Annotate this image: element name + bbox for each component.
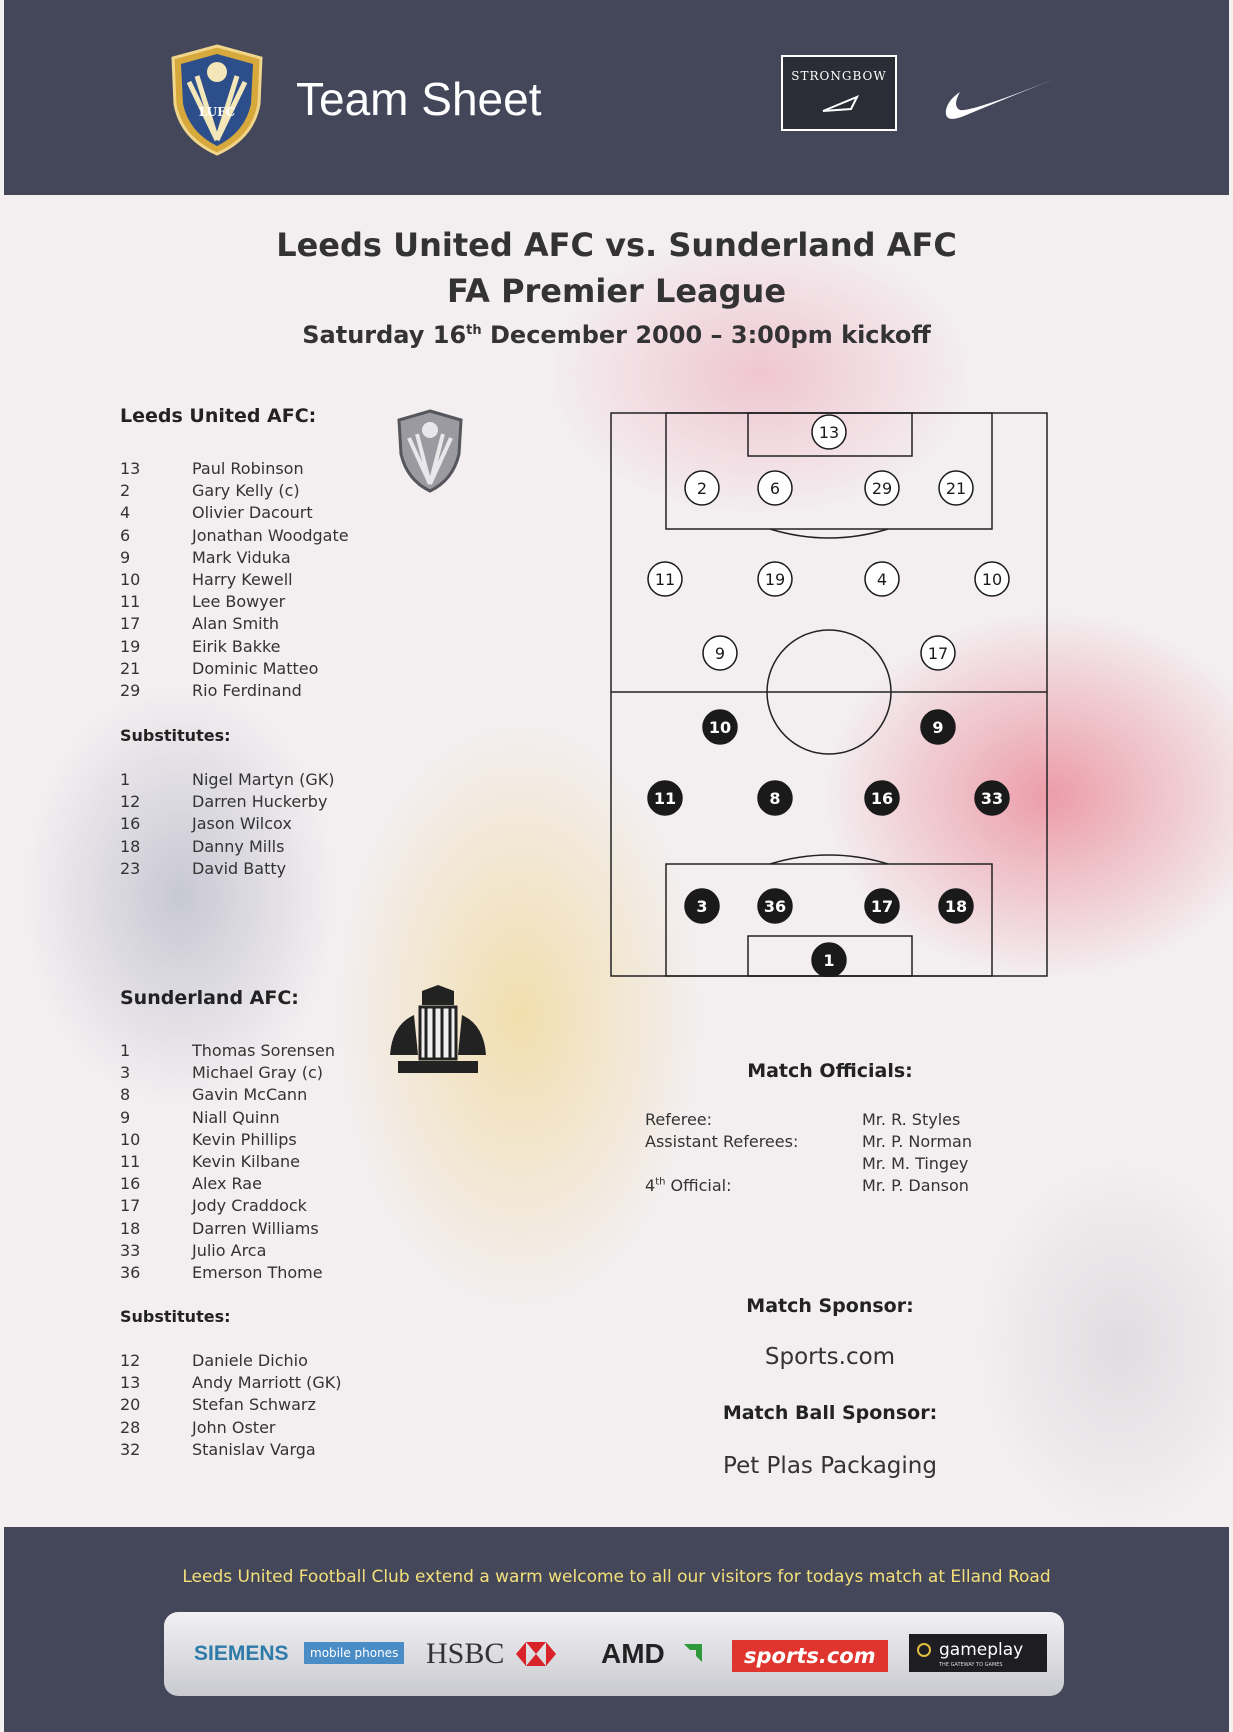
- player-row: [120, 613, 349, 635]
- player-row: [120, 1394, 342, 1416]
- fourth-official-label: 4th Official:: [645, 1176, 732, 1195]
- leeds-badge-icon: [395, 408, 465, 494]
- hsbc-logo: HSBC: [426, 1637, 505, 1670]
- marker-number: 17: [870, 897, 894, 916]
- sunderland-subs-list: [120, 1350, 342, 1461]
- player-name: Nigel Martyn (GK): [192, 770, 335, 789]
- ball-sponsor-heading: Match Ball Sponsor:: [722, 1402, 938, 1424]
- player-row: [120, 1240, 335, 1262]
- fourth-official-name: Mr. P. Danson: [862, 1176, 969, 1195]
- player-row: [120, 1439, 342, 1461]
- player-name: Stefan Schwarz: [192, 1395, 316, 1415]
- player-row: [120, 813, 334, 835]
- gameplay-text: gameplay: [939, 1640, 1024, 1660]
- leeds-subs-list: [120, 769, 334, 880]
- player-name: Danny Mills: [192, 836, 285, 856]
- sportscom-logo: sports.com: [732, 1640, 888, 1672]
- player-number: 18: [120, 1218, 141, 1238]
- player-row: [120, 1107, 335, 1129]
- player-row: [120, 1129, 335, 1151]
- sunderland-subs-heading: Substitutes:: [120, 1307, 231, 1326]
- player-name: Dominic Matteo: [192, 658, 319, 678]
- marker-number: 21: [945, 479, 967, 498]
- player-number: 10: [120, 569, 141, 589]
- player-name: Jody Craddock: [192, 1196, 307, 1216]
- sunderland-player-marker: [975, 781, 1009, 815]
- player-number: 23: [120, 858, 141, 878]
- player-name: John Oster: [192, 1417, 276, 1437]
- assistants-label: Assistant Referees:: [645, 1132, 799, 1151]
- match-sponsor-heading: Match Sponsor:: [746, 1295, 914, 1317]
- marker-number: 36: [763, 897, 787, 916]
- pitch-lines: [611, 413, 1047, 976]
- sunderland-heading: Sunderland AFC:: [120, 987, 299, 1009]
- marker-number: 18: [944, 897, 968, 916]
- player-number: 17: [120, 1196, 141, 1216]
- player-name: Darren Huckerby: [192, 792, 328, 812]
- player-number: 28: [120, 1417, 141, 1437]
- player-number: 6: [120, 525, 131, 545]
- match-sponsor-name: Sports.com: [764, 1344, 896, 1370]
- player-name: Kevin Phillips: [192, 1129, 297, 1149]
- page-title: Team Sheet: [296, 73, 542, 125]
- player-row: [120, 591, 349, 613]
- leeds-heading: Leeds United AFC:: [120, 405, 317, 427]
- player-row: [120, 858, 334, 880]
- player-number: 29: [120, 680, 141, 700]
- hsbc-hexagon-icon: [516, 1642, 556, 1666]
- sponsor-logo-bar: [164, 1612, 1064, 1696]
- player-row: [120, 480, 349, 502]
- player-number: 4: [120, 503, 131, 523]
- leeds-crest-icon: [167, 42, 267, 158]
- player-number: 16: [120, 814, 141, 834]
- sunderland-player-marker: [648, 781, 682, 815]
- siemens-logo: SIEMENS: [194, 1642, 289, 1665]
- player-name: Thomas Sorensen: [192, 1041, 335, 1060]
- player-number: 16: [120, 1174, 141, 1194]
- player-number: 1: [120, 770, 131, 789]
- player-row: [120, 1262, 335, 1284]
- leeds-player-marker: [758, 562, 792, 596]
- leeds-subs-heading: Substitutes:: [120, 726, 231, 745]
- marker-number: 9: [714, 644, 726, 663]
- sunderland-player-marker: [939, 889, 973, 923]
- leeds-player-marker: [975, 562, 1009, 596]
- marker-number: 10: [981, 570, 1003, 589]
- fixture-title: Leeds United AFC vs. Sunderland AFC: [276, 226, 957, 264]
- marker-number: 17: [927, 644, 949, 663]
- marker-number: 10: [708, 718, 732, 737]
- match-date: Saturday 16th December 2000 – 3:00pm kickoff: [302, 321, 931, 349]
- player-name: Kevin Kilbane: [192, 1151, 301, 1171]
- player-name: Michael Gray (c): [192, 1063, 323, 1083]
- player-row: [120, 1218, 335, 1240]
- player-row: [120, 1173, 335, 1195]
- player-number: 10: [120, 1129, 141, 1149]
- player-number: 13: [120, 1373, 141, 1393]
- player-number: 11: [120, 592, 141, 612]
- sunderland-player-marker: [685, 889, 719, 923]
- player-row: [120, 1372, 342, 1394]
- header-bar: [4, 0, 1229, 195]
- match-title-block: [0, 222, 1233, 352]
- player-number: 13: [120, 459, 141, 478]
- gameplay-icon: [917, 1643, 931, 1657]
- leeds-player-marker: [865, 562, 899, 596]
- formation-pitch: [610, 412, 1048, 977]
- sunderland-crest-icon: [378, 985, 498, 1085]
- referee-label: Referee:: [645, 1110, 713, 1129]
- competition-title: FA Premier League: [446, 272, 787, 310]
- player-name: Andy Marriott (GK): [192, 1373, 342, 1393]
- welcome-message: Leeds United Football Club extend a warm welcome to all our visitors for todays match at Elland Road: [182, 1567, 1051, 1587]
- player-number: 11: [120, 1151, 141, 1171]
- marker-number: 6: [769, 479, 781, 498]
- gameplay-tagline: THE GATEWAY TO GAMES: [939, 1662, 1003, 1668]
- player-row: [120, 680, 349, 702]
- marker-number: 8: [769, 789, 781, 808]
- sunderland-player-marker: [758, 781, 792, 815]
- player-name: Jason Wilcox: [192, 814, 292, 834]
- player-name: Gavin McCann: [192, 1085, 308, 1105]
- strongbow-logo: [781, 55, 897, 131]
- player-name: Niall Quinn: [192, 1107, 280, 1127]
- amd-arrow-icon: [682, 1642, 704, 1664]
- leeds-player-marker: [865, 471, 899, 505]
- player-number: 9: [120, 1107, 131, 1127]
- amd-logo: AMD: [601, 1638, 665, 1669]
- marker-number: 11: [654, 570, 676, 589]
- player-name: Harry Kewell: [192, 569, 293, 589]
- marker-number: 9: [932, 718, 944, 737]
- player-row: [120, 769, 334, 791]
- player-name: Rio Ferdinand: [192, 680, 302, 700]
- marker-number: 1: [823, 951, 835, 970]
- leeds-player-marker: [921, 636, 955, 670]
- marker-number: 29: [871, 479, 893, 498]
- player-name: Daniele Dichio: [192, 1351, 308, 1370]
- gameplay-logo: [909, 1634, 1047, 1672]
- player-name: Alan Smith: [192, 614, 280, 634]
- player-number: 36: [120, 1262, 141, 1282]
- player-row: [120, 547, 349, 569]
- sunderland-player-marker: [812, 943, 846, 977]
- arrow-icon: [821, 93, 861, 115]
- sunderland-player-marker: [758, 889, 792, 923]
- player-name: Jonathan Woodgate: [192, 525, 349, 545]
- nike-swoosh-icon: [942, 72, 1064, 124]
- leeds-player-marker: [685, 471, 719, 505]
- sunderland-player-marker: [865, 781, 899, 815]
- referee-name: Mr. R. Styles: [862, 1110, 961, 1129]
- player-number: 17: [120, 614, 141, 634]
- player-row: [120, 1151, 335, 1173]
- player-row: [120, 502, 349, 524]
- leeds-player-marker: [703, 636, 737, 670]
- player-number: 20: [120, 1395, 141, 1415]
- footer-bar: [4, 1527, 1229, 1732]
- marker-number: 19: [764, 570, 786, 589]
- player-row: [120, 569, 349, 591]
- player-number: 3: [120, 1063, 131, 1083]
- player-row: [120, 1417, 342, 1439]
- marker-number: 13: [818, 423, 840, 442]
- player-name: Mark Viduka: [192, 547, 291, 567]
- sunderland-player-marker: [703, 710, 737, 744]
- player-number: 8: [120, 1085, 131, 1105]
- strongbow-text: STRONGBOW: [791, 69, 887, 83]
- player-name: Olivier Dacourt: [192, 503, 313, 523]
- marker-number: 16: [870, 789, 894, 808]
- player-row: [120, 636, 349, 658]
- marker-number: 11: [653, 789, 677, 808]
- leeds-player-list: [120, 458, 349, 702]
- player-row: [120, 1040, 335, 1062]
- player-row: [120, 1350, 342, 1372]
- player-number: 32: [120, 1439, 141, 1459]
- leeds-player-marker: [939, 471, 973, 505]
- player-number: 12: [120, 1351, 141, 1370]
- player-row: [120, 458, 349, 480]
- player-number: 12: [120, 792, 141, 812]
- player-number: 9: [120, 547, 131, 567]
- leeds-player-marker: [648, 562, 682, 596]
- player-row: [120, 1084, 335, 1106]
- player-row: [120, 791, 334, 813]
- player-name: Lee Bowyer: [192, 592, 286, 612]
- sunderland-player-marker: [921, 710, 955, 744]
- player-row: [120, 658, 349, 680]
- player-name: Eirik Bakke: [192, 636, 281, 656]
- player-row: [120, 1195, 335, 1217]
- player-number: 1: [120, 1041, 131, 1060]
- player-number: 18: [120, 836, 141, 856]
- player-name: David Batty: [192, 858, 287, 878]
- player-name: Julio Arca: [192, 1240, 267, 1260]
- player-name: Paul Robinson: [192, 459, 304, 478]
- marker-number: 3: [696, 897, 708, 916]
- marker-number: 33: [980, 789, 1004, 808]
- player-number: 2: [120, 481, 131, 501]
- svg-text:LUFC: LUFC: [198, 105, 236, 119]
- player-number: 21: [120, 658, 141, 678]
- player-name: Darren Williams: [192, 1218, 319, 1238]
- player-number: 19: [120, 636, 141, 656]
- player-name: Gary Kelly (c): [192, 481, 300, 501]
- leeds-player-marker: [812, 415, 846, 449]
- player-row: [120, 1062, 335, 1084]
- ball-sponsor-name: Pet Plas Packaging: [723, 1453, 937, 1479]
- assistant-2-name: Mr. M. Tingey: [862, 1154, 969, 1173]
- player-row: [120, 836, 334, 858]
- player-markers: [648, 415, 1009, 977]
- sunderland-player-marker: [865, 889, 899, 923]
- siemens-mobile-label: mobile phones: [304, 1642, 404, 1664]
- leeds-player-marker: [758, 471, 792, 505]
- sunderland-player-list: [120, 1040, 335, 1284]
- player-name: Emerson Thome: [192, 1262, 323, 1282]
- player-name: Alex Rae: [192, 1174, 262, 1194]
- marker-number: 4: [876, 570, 888, 589]
- assistant-1-name: Mr. P. Norman: [862, 1132, 972, 1151]
- marker-number: 2: [696, 479, 708, 498]
- officials-heading: Match Officials:: [747, 1060, 913, 1082]
- player-name: Stanislav Varga: [192, 1439, 316, 1459]
- player-number: 33: [120, 1240, 141, 1260]
- player-row: [120, 525, 349, 547]
